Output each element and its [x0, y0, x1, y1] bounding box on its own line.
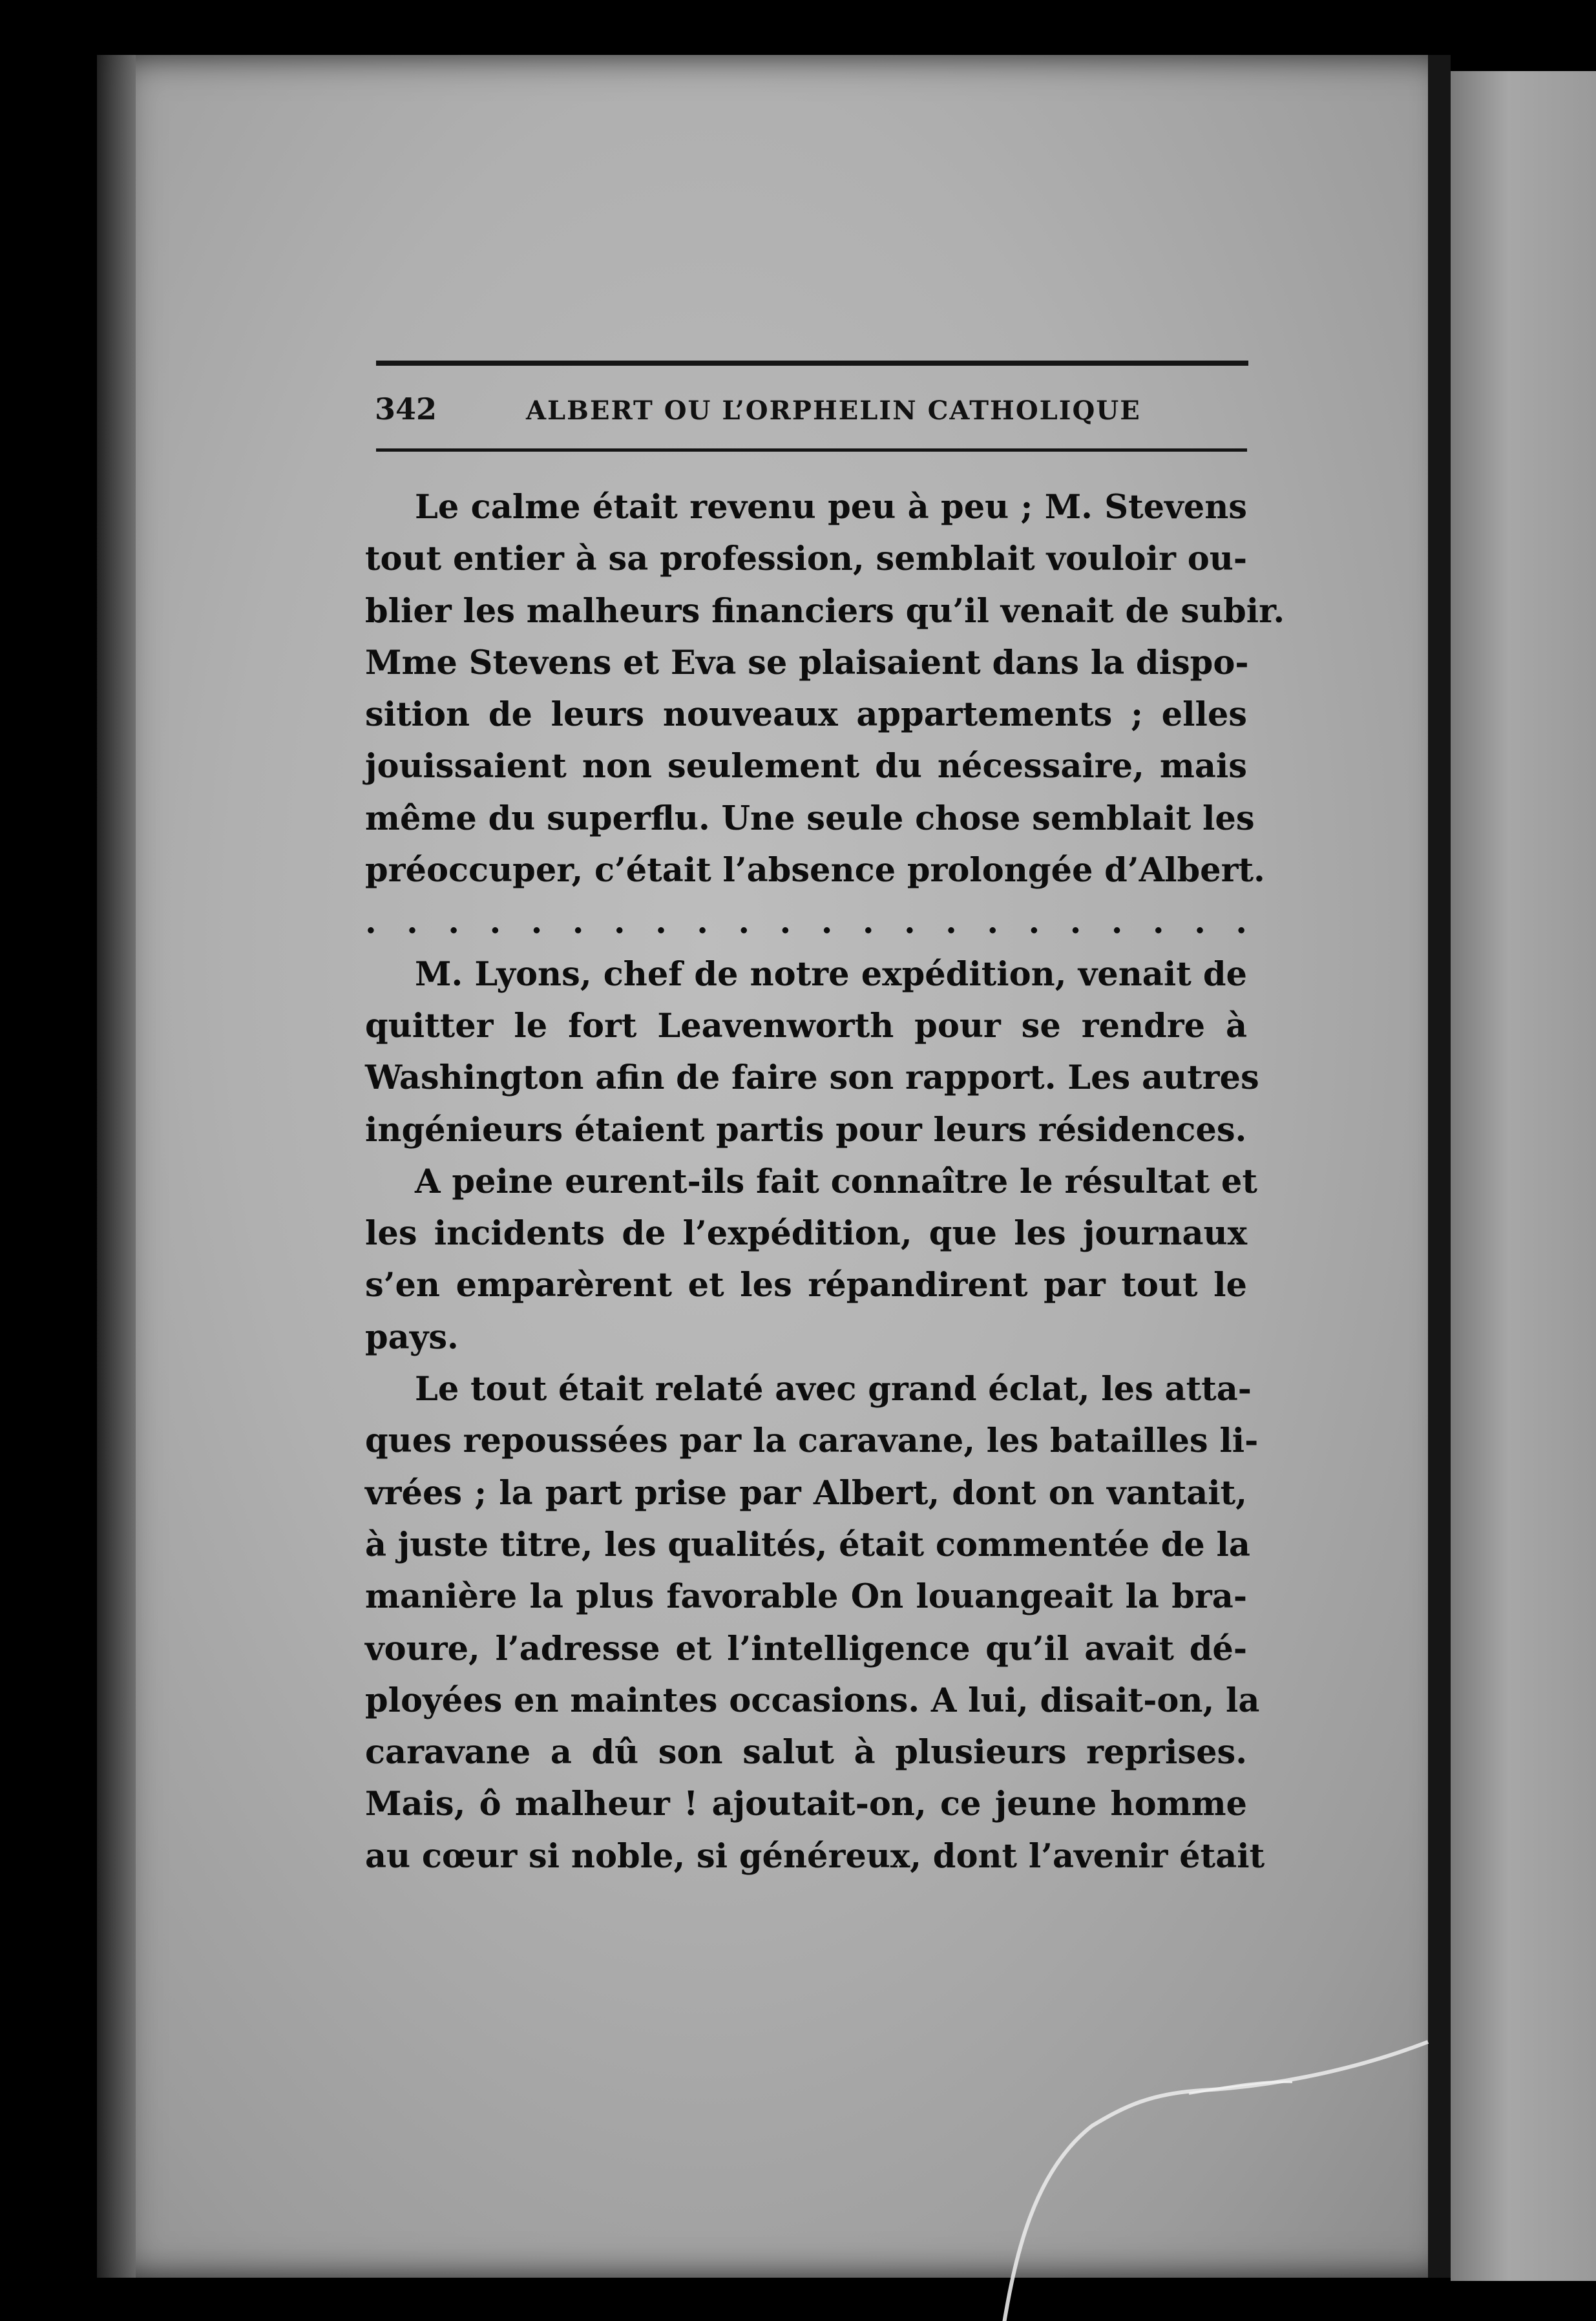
text-line: ingénieurs étaient partis pour leurs résidences. — [365, 1110, 1247, 1150]
paper-scratch-mark — [956, 1893, 1447, 2321]
text-line: caravane a dû son salut à plusieurs reprises. — [365, 1733, 1247, 1772]
header-bottom-rule — [376, 448, 1247, 452]
text-line: jouissaient non seulement du nécessaire, mais — [365, 747, 1247, 786]
text-line: tout entier à sa profession, semblait vouloir ou- — [365, 540, 1247, 579]
running-header — [375, 388, 1247, 433]
text-line: M. Lyons, chef de notre expédition, venait de — [415, 954, 1247, 994]
text-line: sition de leurs nouveaux appartements ; elles — [365, 695, 1247, 735]
text-line: Washington afin de faire son rapport. Les autres — [365, 1058, 1259, 1098]
adjacent-page-edge — [1451, 71, 1596, 2281]
page-number: 342 — [375, 392, 437, 426]
text-line: à juste titre, les qualités, était commentée de la — [365, 1525, 1250, 1564]
text-line: Le tout était relaté avec grand éclat, les atta- — [415, 1370, 1252, 1409]
text-line: Le calme était revenu peu à peu ; M. Stevens — [415, 488, 1247, 527]
text-line: ques repoussées par la caravane, les batailles li- — [365, 1422, 1259, 1461]
text-line: manière la plus favorable On louangeait la bra- — [365, 1577, 1247, 1617]
text-line: préoccuper, c’était l’absence prolongée d’Albert. — [365, 851, 1265, 890]
text-line: blier les malheurs financiers qu’il venait de subir. — [365, 591, 1285, 631]
text-line: vrées ; la part prise par Albert, dont on vantait, — [365, 1473, 1247, 1513]
text-line: A peine eurent-ils fait connaître le résultat et — [415, 1162, 1257, 1201]
text-line: voure, l’adresse et l’intelligence qu’il avait dé- — [365, 1629, 1247, 1668]
text-line: Mais, ô malheur ! ajoutait-on, ce jeune homme — [365, 1785, 1247, 1824]
body-text — [365, 481, 1285, 1882]
text-line: les incidents de l’expédition, que les journaux — [365, 1214, 1247, 1254]
section-dot-leader: . . . . . . . . . . . . . . . . . . . . . . — [365, 903, 1247, 942]
text-line: quitter le fort Leavenworth pour se rendre à — [365, 1006, 1247, 1045]
header-top-rule — [376, 361, 1248, 366]
text-line: pays. — [365, 1318, 459, 1357]
text-line: ployées en maintes occasions. A lui, disait-on, la — [365, 1681, 1260, 1720]
book-gutter-shadow — [97, 55, 136, 2278]
text-line: Mme Stevens et Eva se plaisaient dans la dispo- — [365, 643, 1249, 682]
text-line: s’en emparèrent et les répandirent par tout le — [365, 1266, 1247, 1305]
text-line: même du superflu. Une seule chose semblait les — [365, 799, 1255, 838]
running-title: ALBERT OU L’ORPHELIN CATHOLIQUE — [526, 395, 1141, 426]
text-line: au cœur si noble, si généreux, dont l’avenir était — [365, 1836, 1265, 1876]
